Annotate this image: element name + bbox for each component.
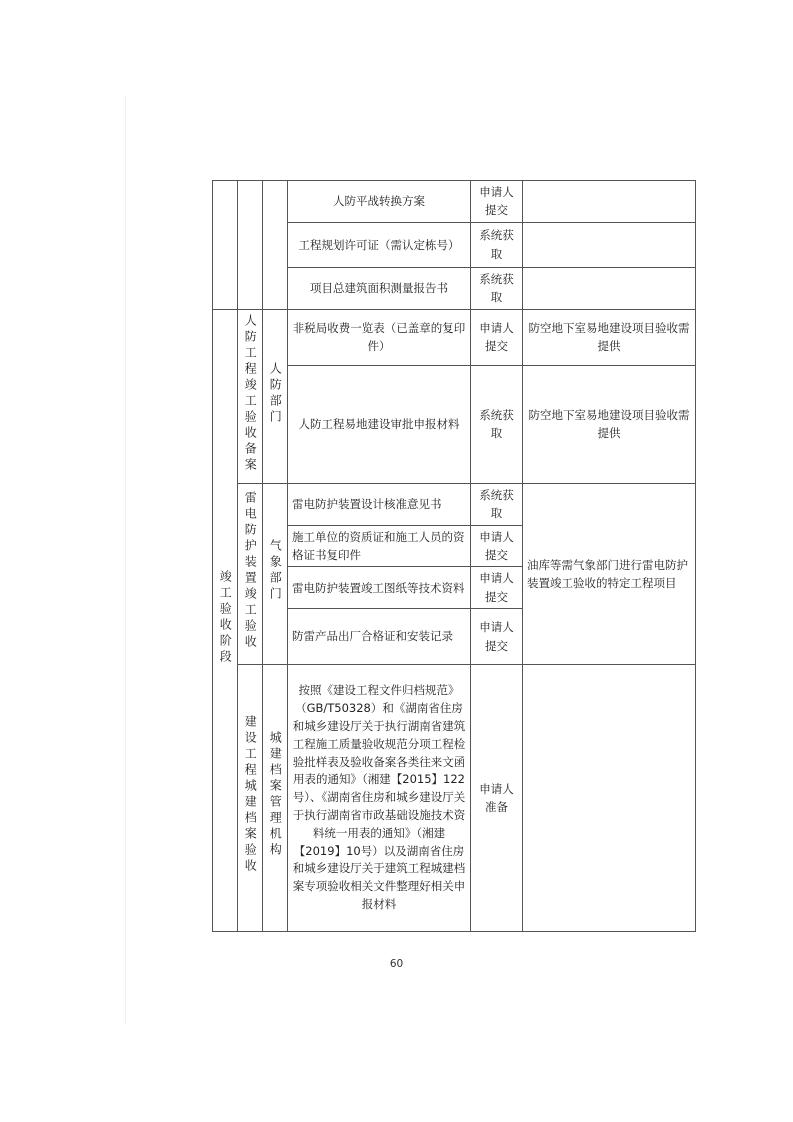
page-number: 60 — [389, 958, 404, 970]
table-row — [213, 309, 696, 365]
group-dept-cell — [263, 309, 288, 483]
table-row — [213, 181, 696, 223]
group-name: 雷电防护装置竣工验收 — [243, 491, 258, 652]
item-cell: 防雷产品出厂合格证和安装记录 — [288, 609, 471, 665]
note-cell: 防空地下室易地建设项目验收需提供 — [523, 365, 696, 483]
requirements-table — [212, 180, 696, 932]
source-cell: 系统获取 — [471, 222, 523, 267]
note-cell: 防空地下室易地建设项目验收需提供 — [523, 309, 696, 365]
group-name-cell — [238, 665, 263, 932]
dept-continued-cell — [263, 181, 288, 310]
source-cell: 申请人提交 — [471, 181, 523, 223]
source-cell: 系统获取 — [471, 267, 523, 309]
group-dept: 人防部门 — [268, 361, 283, 426]
page-edge-line — [125, 95, 126, 1025]
item-cell: 按照《建设工程文件归档规范》（GB/T50328）和《湖南省住房和城乡建设厅关于执行湖南省建筑工程施工质量验收规范分项工程检验批样表及验收备案各类往来文函用表的通知》（湘建【2015】122号）、《湖南省住房和城乡建设厅关于执行湖南省市政基础设施技术资料统一用表的通知》（湘建【2019】10号）以及湖南省住房和城乡建设厅关于建筑工程城建档案专项验收相关文件整理好相关申报材料 — [288, 665, 471, 932]
stage-label: 竣工验收阶段 — [218, 569, 233, 666]
item-cell: 项目总建筑面积测量报告书 — [288, 267, 471, 309]
group-name-cell — [238, 483, 263, 664]
group-name-cell — [238, 309, 263, 483]
table-row — [213, 483, 696, 525]
source-cell: 申请人提交 — [471, 525, 523, 567]
item-cell: 非税局收费一览表（已盖章的复印件） — [288, 309, 471, 365]
stage-continued-cell — [213, 181, 238, 310]
group-dept-cell — [263, 665, 288, 932]
group-name: 人防工程竣工验收备案 — [243, 313, 258, 474]
source-cell: 申请人提交 — [471, 309, 523, 365]
item-cell: 施工单位的资质证和施工人员的资格证书复印件 — [288, 525, 471, 567]
item-cell: 工程规划许可证（需认定栋号） — [288, 222, 471, 267]
source-cell: 系统获取 — [471, 365, 523, 483]
note-cell — [523, 222, 696, 267]
item-cell: 人防工程易地建设审批申报材料 — [288, 365, 471, 483]
source-cell: 申请人提交 — [471, 609, 523, 665]
group-dept-cell — [263, 483, 288, 664]
group-name: 建设工程城建档案验收 — [243, 715, 258, 876]
note-cell — [523, 665, 696, 932]
note-cell — [523, 181, 696, 223]
note-cell: 油库等需气象部门进行雷电防护装置竣工验收的特定工程项目 — [523, 483, 696, 664]
source-cell: 申请人准备 — [471, 665, 523, 932]
item-cell: 雷电防护装置竣工图纸等技术资料 — [288, 567, 471, 609]
source-cell: 申请人提交 — [471, 567, 523, 609]
group-dept: 气象部门 — [268, 539, 283, 604]
table-row — [213, 665, 696, 932]
group-dept: 城建档案管理机构 — [268, 731, 283, 860]
name-continued-cell — [238, 181, 263, 310]
item-cell: 人防平战转换方案 — [288, 181, 471, 223]
stage-cell — [213, 309, 238, 931]
note-cell — [523, 267, 696, 309]
source-cell: 系统获取 — [471, 483, 523, 525]
item-cell: 雷电防护装置设计核准意见书 — [288, 483, 471, 525]
